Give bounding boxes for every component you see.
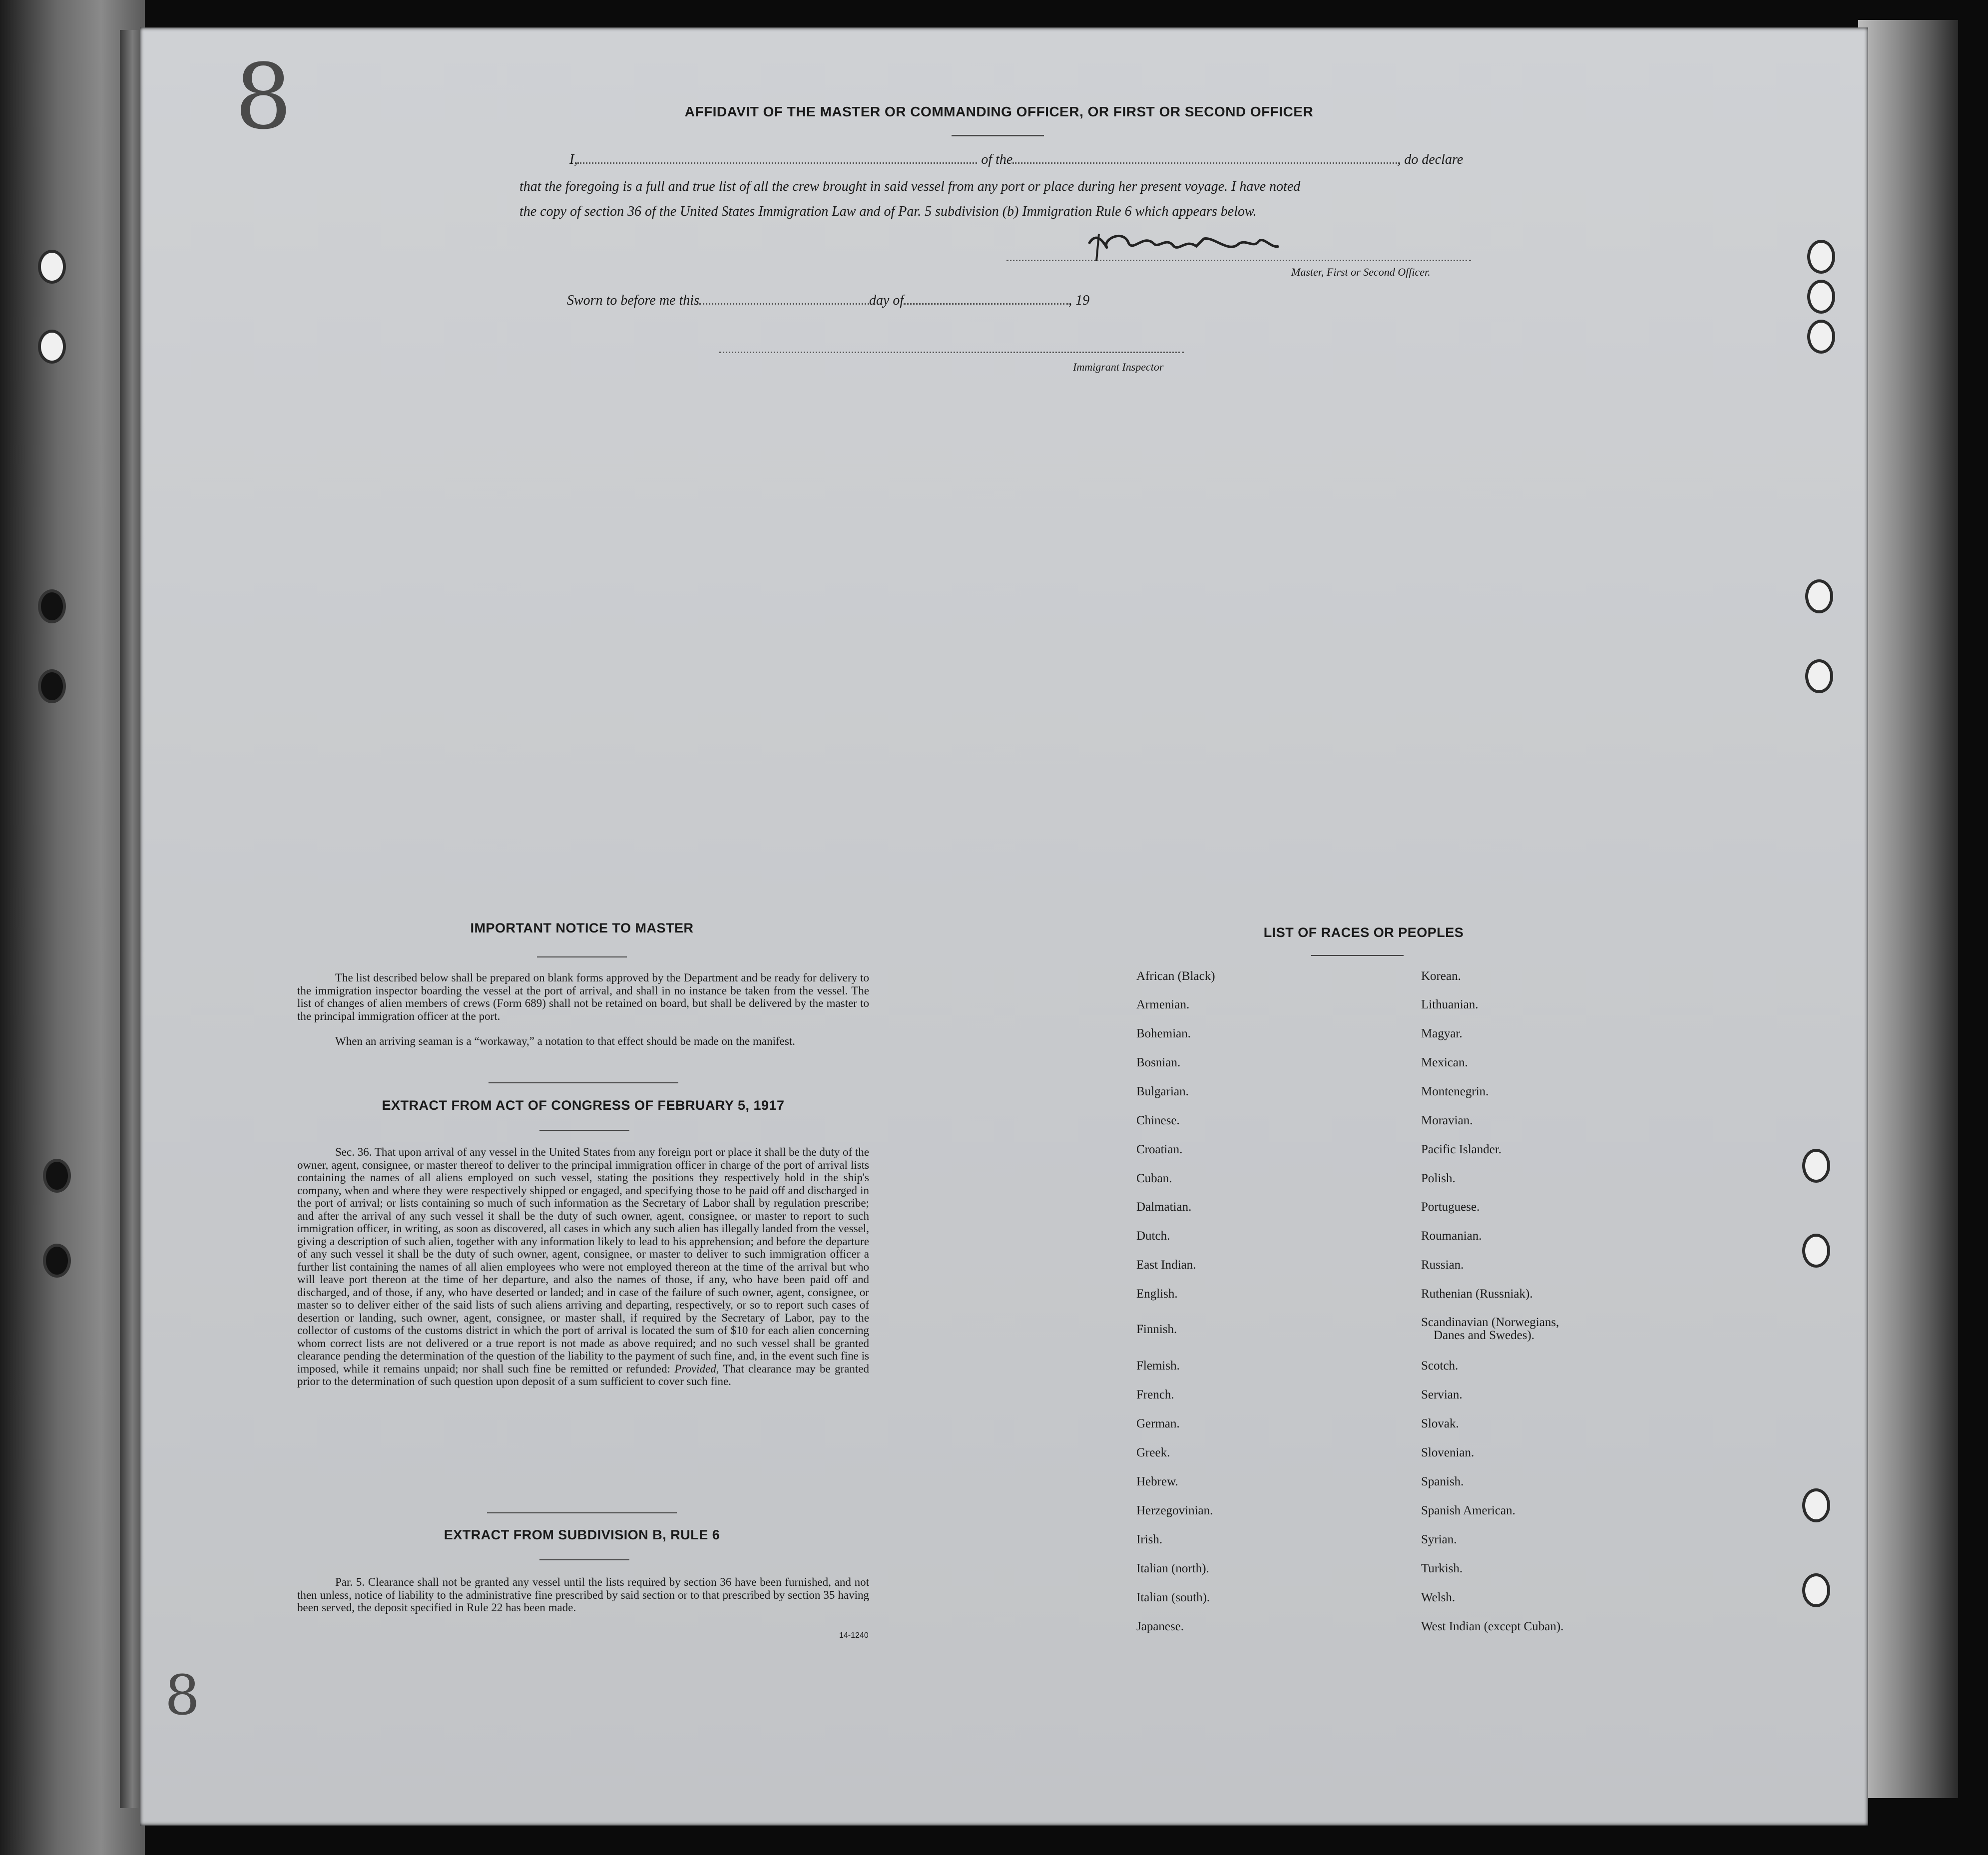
section-divider: [489, 1082, 678, 1083]
sworn-day-field[interactable]: [699, 292, 869, 305]
sworn-month-field[interactable]: [904, 292, 1068, 305]
race-item: Syrian.: [1421, 1533, 1457, 1546]
race-item: Italian (south).: [1136, 1591, 1210, 1604]
notice-text-1: The list described below shall be prepared on blank forms approved by the Department and be ready for delivery to the immigration inspector boarding the vessel at the port of arrival, and shall in no instance be taken from the vessel. The list of changes of alien members of crews (Form 689) shall not be retained on board, but shall be delivered by the master to the principal immigration officer at the port.: [297, 971, 869, 1022]
race-item: Magyar.: [1421, 1027, 1463, 1040]
notice-text-2: When an arriving seaman is a “workaway,” a notation to that effect should be made on the manifest.: [335, 1035, 795, 1047]
race-item: Moravian.: [1421, 1114, 1473, 1127]
race-item: Portuguese.: [1421, 1200, 1480, 1214]
binder-hole-icon: [1807, 280, 1835, 314]
signature-line[interactable]: [1006, 260, 1471, 261]
race-item: East Indian.: [1136, 1258, 1196, 1272]
binder-hole-icon: [1802, 1149, 1830, 1183]
notice-paragraph-2: [297, 1035, 869, 1048]
binder-hole-icon: [1802, 1488, 1830, 1522]
act-sec-label: Sec. 36.: [335, 1146, 372, 1158]
race-item: Korean.: [1421, 969, 1461, 983]
race-item: Cuban.: [1136, 1172, 1172, 1185]
races-rule: [1311, 955, 1404, 956]
rule-heading: EXTRACT FROM SUBDIVISION B, RULE 6: [444, 1527, 720, 1542]
declaration-line-2: that the foregoing is a full and true list of all the crew brought in said vessel from any port or place during her present voyage. I have noted: [519, 179, 1301, 194]
race-item: Flemish.: [1136, 1359, 1180, 1373]
act-rule: [539, 1130, 629, 1131]
race-item: Italian (north).: [1136, 1562, 1209, 1575]
race-item: Chinese.: [1136, 1114, 1180, 1127]
race-item: Dutch.: [1136, 1229, 1170, 1243]
binder-right-edge: [1858, 20, 1958, 1798]
binder-hole-icon: [43, 1159, 71, 1193]
race-item: Polish.: [1421, 1172, 1456, 1185]
rule-rule: [539, 1559, 629, 1560]
form-number: 14-1240: [839, 1631, 869, 1640]
affidavit-title: AFFIDAVIT OF THE MASTER OR COMMANDING OFFICER, OR FIRST OR SECOND OFFICER: [684, 104, 1314, 119]
race-item: Croatian.: [1136, 1143, 1183, 1156]
declaration-line-1: [519, 150, 1479, 170]
binder-hole-icon: [38, 330, 66, 364]
inspector-signature-line[interactable]: [719, 352, 1184, 353]
race-item: Scandinavian (Norwegians,: [1421, 1316, 1559, 1329]
race-item: Bosnian.: [1136, 1056, 1181, 1069]
race-item-continuation: Danes and Swedes).: [1434, 1329, 1535, 1342]
binder-hole-icon: [38, 669, 66, 703]
declaration-i: I,: [569, 152, 578, 167]
pencil-page-number: 8: [165, 1663, 200, 1727]
binder-hole-icon: [1805, 659, 1833, 693]
notice-heading: IMPORTANT NOTICE TO MASTER: [470, 921, 694, 935]
declaration-do-declare: , do declare: [1397, 152, 1464, 167]
race-item: African (Black): [1136, 969, 1215, 983]
pencil-page-number: 8: [235, 45, 292, 149]
race-item: Scotch.: [1421, 1359, 1459, 1373]
vessel-name-field[interactable]: [1012, 151, 1397, 164]
race-item: Spanish American.: [1421, 1504, 1515, 1517]
inspector-caption: Immigrant Inspector: [1073, 361, 1164, 373]
officer-signature: [1079, 224, 1299, 264]
act-text: That upon arrival of any vessel in the United States from any foreign port or place it shall be the duty of the owner, agent, consignee, or master thereof to deliver to the principal immigration officer in charge of the port of arrival lists containing the names of all aliens employed on such vessel, stating the positions they respectively hold in the ship's company, when and where they were respectively shipped or engaged, and specifying those to be paid off and discharged in the port of arrival; or lists containing so much of such information as the Secretary of Labor shall by regulation prescribe; and after the arrival of any such vessel it shall be the duty of such owner, agent, consignee, or master to report to such immigration officer, in writing, as soon as discovered, all cases in which any such alien has illegally landed from the vessel, giving a description of such alien, together with any information likely to lead to his apprehension; and before the departure of any such vessel it shall be the duty of such owner, agent, consignee, or master to deliver to such immigration officer a further list containing the names of all alien employees who were not employed thereon at the time of the arrival but who will leave port thereon at the time of her departure, and also the names of those, if any, who have been paid off and discharged, and of those, if any, who have deserted or landed; and in case of the failure of such owner, agent, consignee, or master so to deliver either of the said lists of such aliens arriving and departing, respectively, or so to report such cases of desertion or landing, such owner, agent, consignee, or master shall, if required by the Secretary of Labor, pay to the collector of customs of the customs district in which the port of arrival is located the sum of $10 for each alien concerning whom correct lists are not delivered or a true report is not made as above required; and no such vessel shall be granted clearance pending the determination of the question of the liability to the payment of such fine, and, in the event such fine is imposed, while it remains unpaid; nor shall such fine be remitted or refunded:: [297, 1146, 869, 1375]
race-item: Finnish.: [1136, 1323, 1177, 1336]
race-item: Armenian.: [1136, 998, 1190, 1011]
race-item: Bohemian.: [1136, 1027, 1191, 1040]
race-item: Spanish.: [1421, 1475, 1464, 1488]
declaration-line-3: the copy of section 36 of the United States Immigration Law and of Par. 5 subdivision (b) Immigration Rule 6 which appears below.: [519, 204, 1257, 219]
race-item: Bulgarian.: [1136, 1085, 1189, 1098]
race-item: Greek.: [1136, 1446, 1170, 1459]
race-item: Slovak.: [1421, 1417, 1459, 1430]
race-item: Herzegovinian.: [1136, 1504, 1213, 1517]
section-divider: [487, 1512, 677, 1513]
race-item: German.: [1136, 1417, 1180, 1430]
race-item: Montenegrin.: [1421, 1085, 1489, 1098]
race-item: Ruthenian (Russniak).: [1421, 1287, 1533, 1301]
race-item: Roumanian.: [1421, 1229, 1482, 1243]
sworn-year-prefix: , 19: [1068, 293, 1090, 308]
rule-text: Par. 5. Clearance shall not be granted any vessel until the lists required by section 36 have been furnished, and not then unless, notice of liability to the administrative fine prescribed by said section or to that prescribed by section 35 having been served, the deposit specified in Rule 22 has been made.: [297, 1576, 869, 1614]
race-item: Welsh.: [1421, 1591, 1456, 1604]
race-item: English.: [1136, 1287, 1178, 1301]
race-item: Japanese.: [1136, 1620, 1184, 1633]
declaration-of-the: of the: [981, 152, 1013, 167]
binder-hole-icon: [1805, 579, 1833, 613]
binder-hole-icon: [43, 1244, 71, 1278]
sworn-line: [567, 291, 1526, 311]
binder-hole-icon: [38, 589, 66, 623]
signer-caption: Master, First or Second Officer.: [1291, 266, 1431, 278]
binder-hole-icon: [1807, 320, 1835, 354]
binder-hole-icon: [1802, 1573, 1830, 1607]
races-heading: LIST OF RACES OR PEOPLES: [1263, 925, 1464, 940]
race-item: Servian.: [1421, 1388, 1463, 1401]
race-item: French.: [1136, 1388, 1174, 1401]
race-item: Russian.: [1421, 1258, 1464, 1272]
sworn-label: Sworn to before me this: [567, 293, 699, 308]
notice-rule: [537, 956, 627, 957]
act-heading: EXTRACT FROM ACT OF CONGRESS OF FEBRUARY 5, 1917: [382, 1098, 785, 1113]
notice-paragraph-1: [297, 971, 869, 1022]
race-item: Pacific Islander.: [1421, 1143, 1502, 1156]
binder-hole-icon: [1807, 240, 1835, 274]
sworn-day-of: day of: [869, 293, 904, 308]
affidavit-rule: [952, 135, 1044, 136]
act-section-36: [297, 1146, 869, 1388]
race-item: West Indian (except Cuban).: [1421, 1620, 1564, 1633]
race-item: Mexican.: [1421, 1056, 1468, 1069]
race-item: Turkish.: [1421, 1562, 1463, 1575]
officer-name-field[interactable]: [577, 151, 977, 164]
race-item: Hebrew.: [1136, 1475, 1178, 1488]
race-item: Dalmatian.: [1136, 1200, 1192, 1214]
race-item: Slovenian.: [1421, 1446, 1475, 1459]
act-text-end: That clearance may be granted prior to the determination of such question upon deposit of a sum sufficient to cover such fine.: [297, 1362, 869, 1388]
act-provided: Provided,: [674, 1362, 719, 1375]
rule-paragraph: [297, 1576, 869, 1614]
binder-hole-icon: [1802, 1234, 1830, 1268]
race-item: Lithuanian.: [1421, 998, 1479, 1011]
race-item: Irish.: [1136, 1533, 1163, 1546]
binder-hole-icon: [38, 250, 66, 284]
